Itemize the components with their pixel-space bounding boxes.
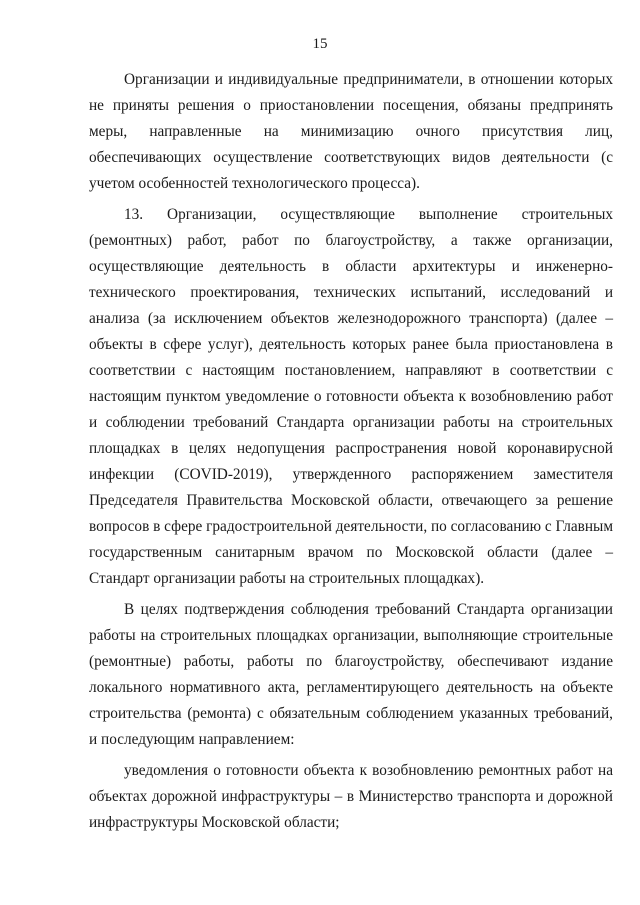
paragraph: В целях подтверждения соблюдения требований Стандарта организации работы на строительных площадках организации, выполняющие строительные (ремонтные) работы, работы по благоустройству, обеспечивают издание локального нормативного акта, регламентирующего деятельность на объекте строительства (ремонта) с обязательным соблюдением указанных требований, и последующим направлением:	[89, 601, 613, 748]
document-body	[89, 67, 613, 841]
paragraph: 13. Организации, осуществляющие выполнение строительных (ремонтных) работ, работ по благоустройству, а также организации, осуществляющие деятельность в области архитектуры и инженерно-технического проектирования, технических испытаний, исследований и анализа (за исключением объектов железнодорожного транспорта) (далее – объекты в сфере услуг), деятельность которых ранее была приостановлена в соответствии с настоящим постановлением, направляют в соответствии с настоящим пунктом уведомление о готовности объекта к возобновлению работ и соблюдении требований Стандарта организации работы на строительных площадках в целях недопущения распространения новой коронавирусной инфекции (COVID-2019), утвержденного распоряжением заместителя Председателя Правительства Московской области, отвечающего за решение вопросов в сфере градостроительной деятельности, по согласованию с Главным государственным санитарным врачом по Московской области (далее – Стандарт организации работы на строительных площадках).	[89, 206, 613, 587]
page-number: 15	[312, 36, 328, 52]
paragraph: Организации и индивидуальные предприниматели, в отношении которых не приняты решения о приостановлении посещения, обязаны предпринять меры, направленные на минимизацию очного присутствия лиц, обеспечивающих осуществление соответствующих видов деятельности (с учетом особенностей технологического процесса).	[89, 71, 613, 192]
paragraph: уведомления о готовности объекта к возобновлению ремонтных работ на объектах дорожной инфраструктуры – в Министерство транспорта и дорожной инфраструктуры Московской области;	[89, 762, 613, 831]
